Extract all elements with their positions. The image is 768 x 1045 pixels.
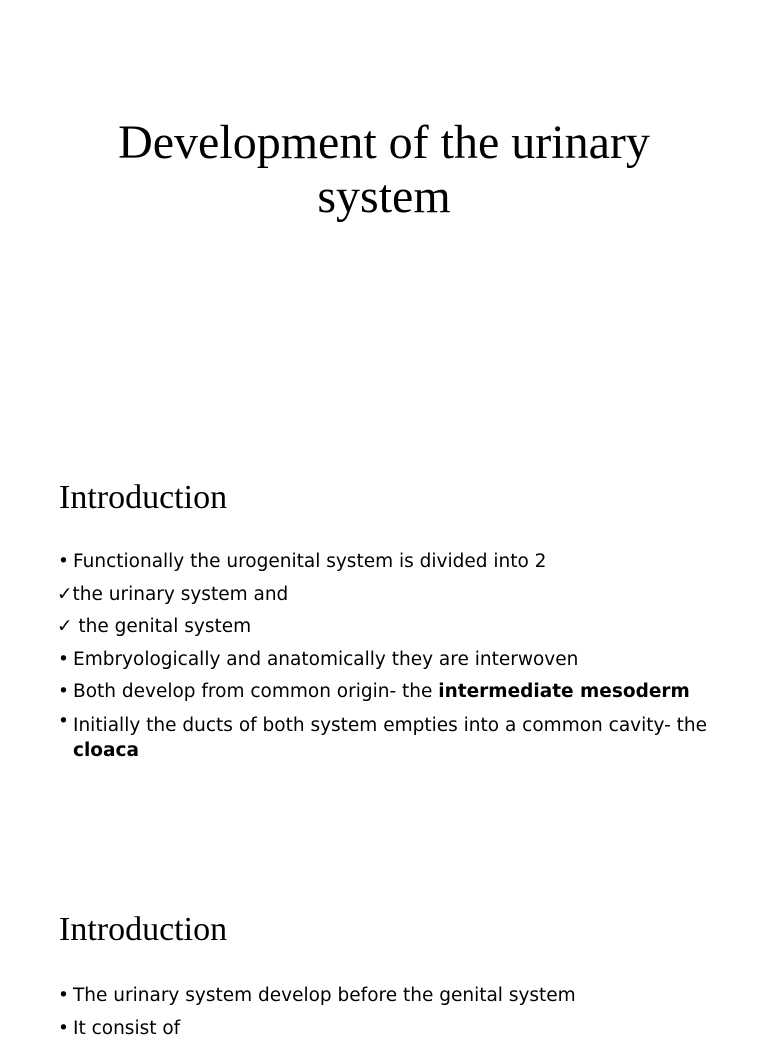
bullet-item: [57, 644, 717, 677]
bullet-text: Embryologically and anatomically they are interwoven: [73, 649, 578, 670]
check-text: the urinary system and: [73, 584, 289, 605]
check-text: the genital system: [73, 616, 252, 637]
check-item: [57, 579, 717, 612]
bullet-item: [57, 709, 717, 763]
slide-title-line-2: system: [317, 170, 450, 223]
bullet-bold-term: cloaca: [73, 740, 139, 761]
bullet-text: It consist of: [73, 1018, 180, 1039]
bullet-icon: •: [58, 1013, 69, 1045]
bullet-text: The urinary system develop before the genital system: [73, 985, 576, 1006]
section-title: Introduction: [59, 910, 227, 950]
bullet-text: Both develop from common origin- the: [73, 681, 438, 702]
bullet-list: [57, 980, 717, 1045]
check-icon: ✓: [57, 584, 73, 605]
bullet-item: [57, 1013, 717, 1045]
slide-title-heading: [60, 116, 708, 224]
slide-title-line-1: Development of the urinary: [118, 116, 650, 169]
bullet-item: [57, 546, 717, 579]
bullet-icon: •: [58, 980, 69, 1013]
bullet-icon: •: [58, 644, 69, 677]
check-icon: ✓: [57, 616, 73, 637]
section-title: Introduction: [59, 478, 227, 518]
bullet-text: Initially the ducts of both system empties into a common cavity- the: [73, 715, 707, 736]
bullet-icon: •: [58, 546, 69, 579]
bullet-icon: •: [58, 709, 69, 734]
bullet-text: Functionally the urogenital system is divided into 2: [73, 551, 546, 572]
bullet-bold-term: intermediate mesoderm: [438, 681, 689, 702]
slide-introduction: [0, 432, 768, 864]
bullet-item: [57, 980, 717, 1013]
slide-title: [0, 0, 768, 432]
slide-introduction-2: [0, 864, 768, 1024]
bullet-list: [57, 546, 717, 763]
bullet-item: [57, 676, 717, 709]
check-item: [57, 611, 717, 644]
bullet-icon: •: [58, 676, 69, 709]
